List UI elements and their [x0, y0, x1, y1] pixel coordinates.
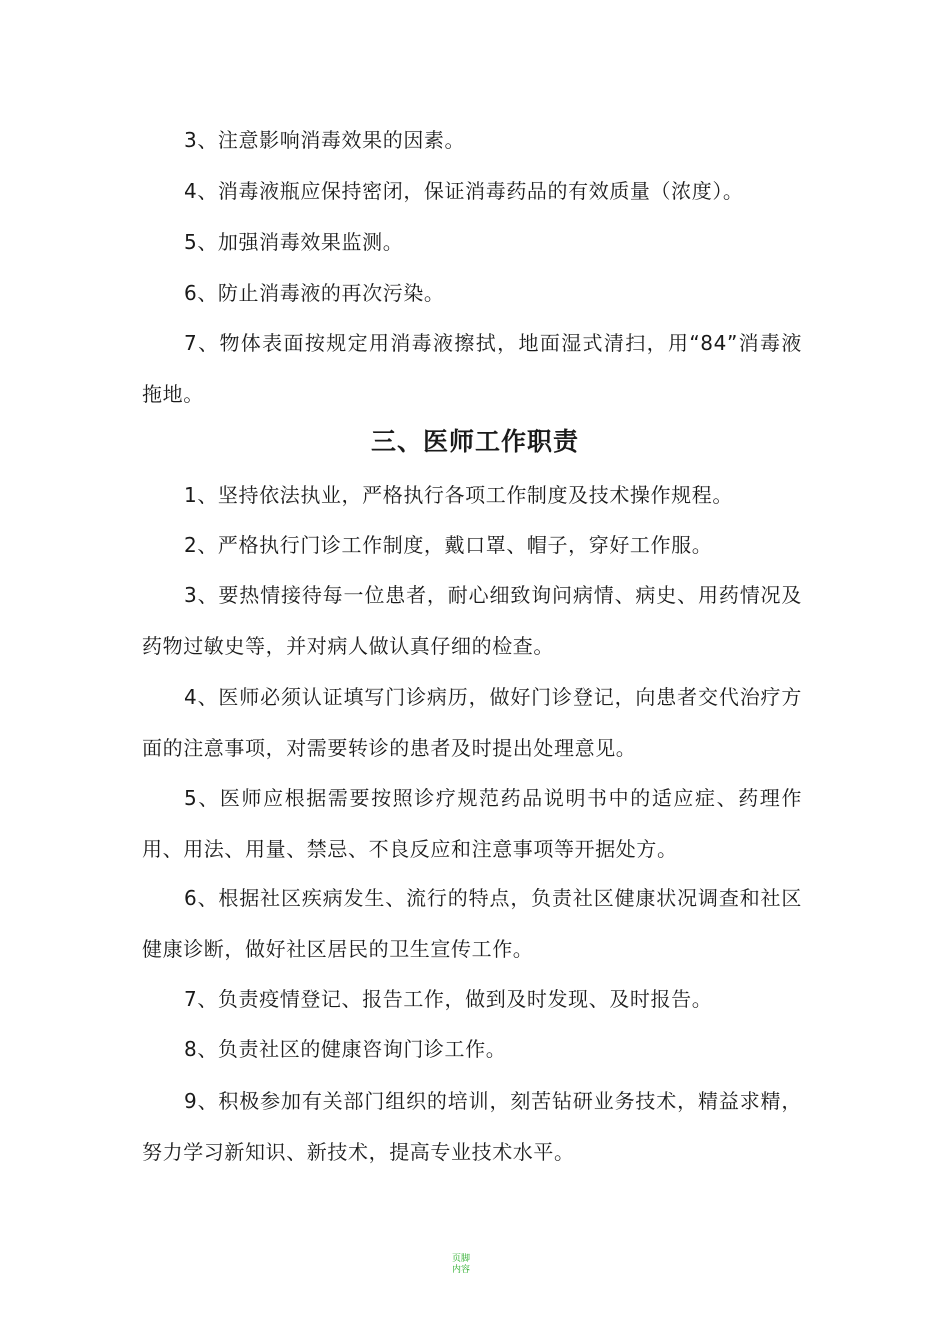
duty-item-6: 6、根据社区疾病发生、流行的特点，负责社区健康状况调查和社区健康诊断，做好社区居民的卫生宣传工作。 [142, 886, 802, 961]
page-footer: 页脚内容 [452, 1254, 471, 1275]
paragraph-item-7: 7、物体表面按规定用消毒液擦拭，地面湿式清扫，用“84”消毒液拖地。 [142, 331, 802, 406]
duty-item-7: 7、负责疫情登记、报告工作，做到及时发现、及时报告。 [184, 987, 713, 1011]
section-title: 三、医师工作职责 [370, 427, 579, 456]
duty-item-1: 1、坚持依法执业，严格执行各项工作制度及技术操作规程。 [184, 483, 733, 507]
duty-item-9: 9、积极参加有关部门组织的培训，刻苦钻研业务技术，精益求精，努力学习新知识、新技术，提高专业技术水平。 [142, 1089, 802, 1164]
duty-item-3: 3、要热情接待每一位患者，耐心细致询问病情、病史、用药情况及药物过敏史等，并对病人做认真仔细的检查。 [142, 583, 802, 658]
duty-item-4: 4、医师必须认证填写门诊病历，做好门诊登记，向患者交代治疗方面的注意事项，对需要转诊的患者及时提出处理意见。 [142, 685, 802, 760]
paragraph-item-5: 5、加强消毒效果监测。 [184, 230, 404, 254]
duty-item-2: 2、严格执行门诊工作制度，戴口罩、帽子，穿好工作服。 [184, 533, 713, 557]
duty-item-5: 5、医师应根据需要按照诊疗规范药品说明书中的适应症、药理作用、用法、用量、禁忌、不良反应和注意事项等开据处方。 [142, 786, 802, 861]
paragraph-item-3: 3、注意影响消毒效果的因素。 [184, 128, 466, 152]
paragraph-item-4: 4、消毒液瓶应保持密闭，保证消毒药品的有效质量（浓度）。 [184, 179, 744, 203]
duty-item-8: 8、负责社区的健康咨询门诊工作。 [184, 1037, 507, 1061]
paragraph-item-6: 6、防止消毒液的再次污染。 [184, 281, 445, 305]
